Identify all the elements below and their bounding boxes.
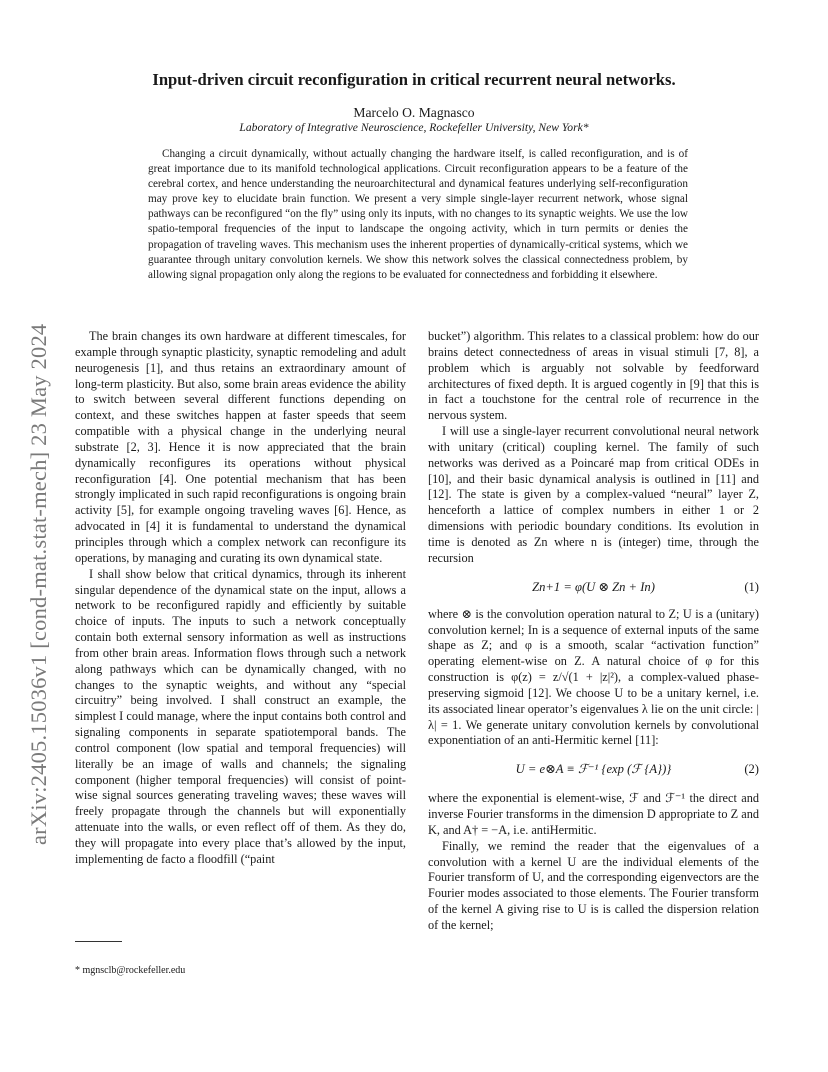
body-paragraph: I will use a single-layer recurrent convolutional neural network with unitary (critical) coupling kernel. The family of such networks was derived as a Poincaré map from critical ODEs in [10], and their basic dynamical analysis is outlined in [11] and [12]. The state is given by a complex-valued “neural” layer Z, henceforth a lattice of complex numbers in either 1 or 2 dimensions with periodic boundary conditions. Its evolution in time is denoted as Zn where n is (integer) time, through the recursion: [428, 424, 759, 565]
arxiv-margin-stamp: arXiv:2405.15036v1 [cond-mat.stat-mech] 23 May 2024: [26, 323, 51, 845]
body-paragraph: where ⊗ is the convolution operation natural to Z; U is a (unitary) convolution kernel; In is a sequence of external inputs of the same shape as Z; and φ is a smooth, scalar “activation function” operating element-wise on Z. A natural choice of φ for this construction is φ(z) = z/√(1 + |z|²), a complex-valued phase-preserving sigmoid [12]. We choose U to be a unitary kernel, i.e. its associated linear operator’s eigenvalues λ lie on the unit circle: |λ| = 1. We generate unitary convolution kernels by convolutional exponentiation of an anti-Hermitic kernel [11]:: [428, 606, 759, 748]
body-paragraph: Finally, we remind the reader that the eigenvalues of a convolution with a kernel U are the individual elements of the Fourier transform of U, and the corresponding eigenvectors are the Fourier modes associated to those elements. The Fourier transform of the kernel A giving rise to U is is called the dispersion relation of the kernel;: [428, 838, 759, 932]
body-paragraph: where the exponential is element-wise, ℱ and ℱ⁻¹ the direct and inverse Fourier transforms in the dimension D appropriate to Z and K, and A† = −A, i.e. antiHermitic.: [428, 791, 759, 837]
left-column: [75, 329, 406, 868]
right-column: [428, 329, 759, 934]
footnote-rule: [75, 941, 122, 942]
equation-2: [428, 753, 759, 787]
body-paragraph: bucket”) algorithm. This relates to a classical problem: how do our brains detect connectedness of areas in visual stimuli [7, 8], a problem which is arguably not solvable by feedforward architectures of fixed depth. It is argued cogently in [9] that this is in fact a touchstone for the central role of recurrence in the nervous system.: [428, 329, 759, 423]
footnote-email: * mgnsclb@rockefeller.edu: [75, 965, 186, 976]
equation-1-number: (1): [744, 579, 759, 594]
author-affiliation: Laboratory of Integrative Neuroscience, Rockefeller University, New York*: [239, 121, 589, 134]
author-name: Marcelo O. Magnasco: [353, 105, 475, 120]
equation-1-body: Zn+1 = φ(U ⊗ Zn + In): [532, 579, 655, 594]
body-paragraph: I shall show below that critical dynamics, through its inherent singular dependence of the dynamical state on the input, allows a network to be reconfigured rapidly and efficiently by suitable choice of inputs. The inputs to such a network conceptually contain both external sensory information as well as instructions from other brain areas. Information flows through such a network along pathways which can be dynamically changed, with no changes to the synaptic weights, and without any “special circuitry” being involved. I shall construct an example, the simplest I could manage, where the input contains both control and signaling components in separate spatiotemporal bands. The control component (low spatial and temporal frequencies) will literally be an image of walls and channels; the signaling component (higher temporal frequencies) will consist of point-wise signal sources generating traveling waves; these waves will freely propagate through the channels but will exponentially attenuate into the walls, or even reflect off of them. As they do, they will propagate into every place that’s allowed by the input, implementing de facto a floodfill (“paint: [75, 566, 406, 866]
equation-1: [428, 573, 759, 603]
equation-2-number: (2): [744, 762, 759, 777]
paper-title: Input-driven circuit reconfiguration in critical recurrent neural networks.: [152, 70, 676, 89]
equation-2-body: U = e⊗A ≡ ℱ⁻¹ {exp (ℱ {A})}: [515, 762, 672, 777]
abstract: Changing a circuit dynamically, without actually changing the hardware itself, is called reconfiguration, and is of great importance due to its manifold technological applications. Circuit reconfiguration appears to be a feature of the cerebral cortex, and hence understanding the neuroarchitectural and dynamical features underlying self-reconfiguration may prove key to elucidate brain function. We present a very simple single-layer recurrent network, whose signal pathways can be reconfigured “on the fly” using only its inputs, with no changes to its synaptic weights. We use the low spatio-temporal frequencies of the input to landscape the ongoing activity, which in turn permits or denies the propagation of traveling waves. This mechanism uses the inherent properties of dynamically-critical systems, which we guarantee through unitary convolution kernels. We show this network solves the classical connectedness problem, by allowing signal propagation only along the regions to be evaluated for connectedness and forbidding it elsewhere.: [148, 148, 688, 281]
body-paragraph: The brain changes its own hardware at different timescales, for example through synaptic plasticity, synaptic remodeling and adult neurogenesis [1], and thus retains an extraordinary amount of long-term plasticity. But also, some brain areas evidence the ability to switch between several different functions depending on context, and these switches happen at faster speeds that seem compatible with a physical change in the underlying neural substrate [2, 3]. Hence it is now appreciated that the brain dynamically reconfigures its operations without physical reconfiguration [4]. One potential mechanism that has been strongly implicated in such rapid reconfigurations is ongoing brain activity [5], for example ongoing traveling waves [6]. Hence, as advocated in [4] it is fundamental to understand the dynamical principles through which a complex network can reconfigure its operations, by managing and curating its own dynamical state.: [75, 329, 406, 565]
